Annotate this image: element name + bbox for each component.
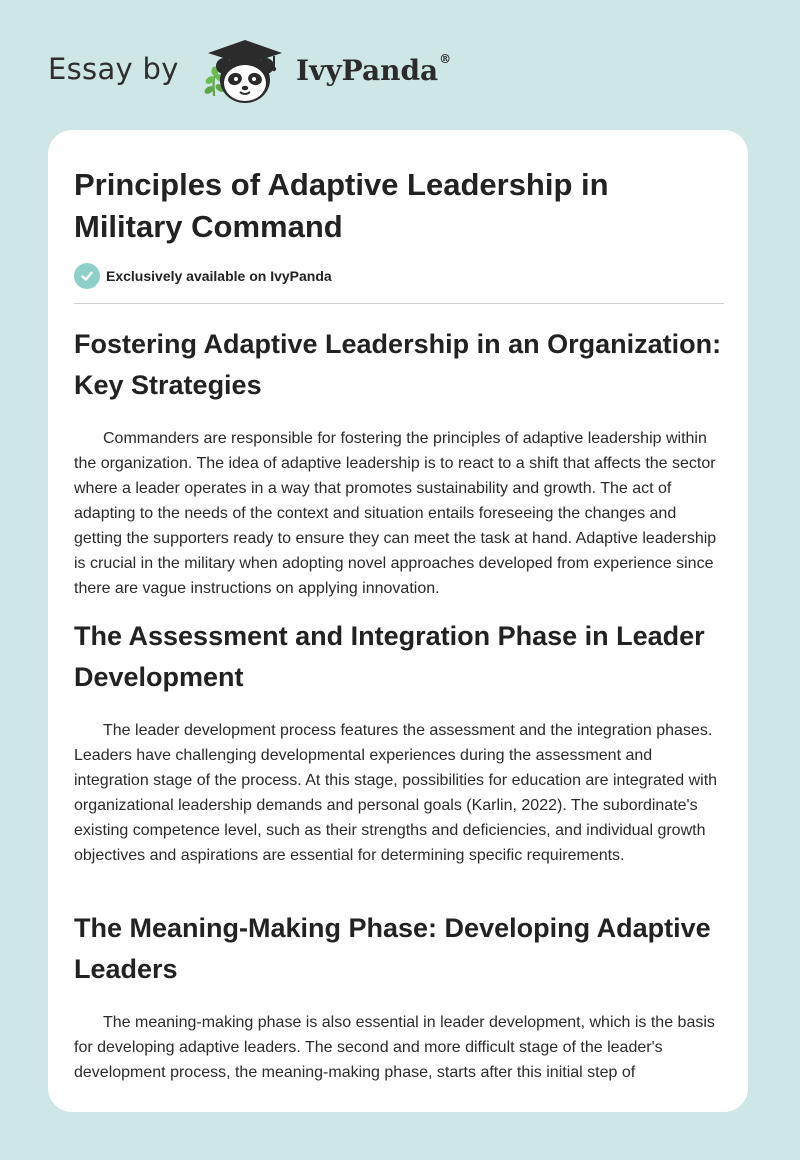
section-paragraph: The meaning-making phase is also essential in leader development, which is the basis for developing adaptive leaders. The second and more difficult stage of the leader's development process, the meaning-making phase, starts after this initial step of: [74, 1014, 715, 1081]
section-heading: The Assessment and Integration Phase in Leader Development: [74, 621, 705, 692]
brand-name[interactable]: IvyPanda®: [296, 52, 452, 87]
exclusive-badge-text: Exclusively available on IvyPanda: [106, 268, 332, 284]
exclusive-badge: [74, 262, 332, 290]
section-heading: Fostering Adaptive Leadership in an Organization: Key Strategies: [74, 329, 722, 400]
check-icon: [74, 263, 100, 289]
divider: [74, 303, 724, 304]
section-paragraph: Commanders are responsible for fostering the principles of adaptive leadership within the organization. The idea of adaptive leadership is to react to a shift that affects the sector where a leader operates in a way that promotes sustainability and growth. The act of adapting to the needs of the context and situation entails foreseeing the changes and getting the supporters ready to ensure they can meet the task at hand. Adaptive leadership is crucial in the military when adopting novel approaches developed from experience since there are vague instructions on applying innovation.: [74, 430, 717, 597]
panda-graduate-icon[interactable]: [200, 36, 290, 108]
section-paragraph: The leader development process features the assessment and the integration phases. Leaders have challenging developmental experiences during the assessment and integration stage of the process. At this stage, possibilities for education are integrated with organizational leadership demands and personal goals (Karlin, 2022). The subordinate's existing competence level, such as their strengths and deficiencies, and individual growth objectives and aspirations are essential for determining specific requirements.: [74, 722, 718, 864]
essay-by-label: Essay by: [48, 52, 179, 86]
page-title: Principles of Adaptive Leadership in Military Command: [74, 167, 609, 244]
section-heading: The Meaning-Making Phase: Developing Adaptive Leaders: [74, 913, 711, 984]
essay-card: [48, 130, 748, 1112]
registered-mark: ®: [439, 52, 452, 66]
site-header: [0, 0, 800, 130]
